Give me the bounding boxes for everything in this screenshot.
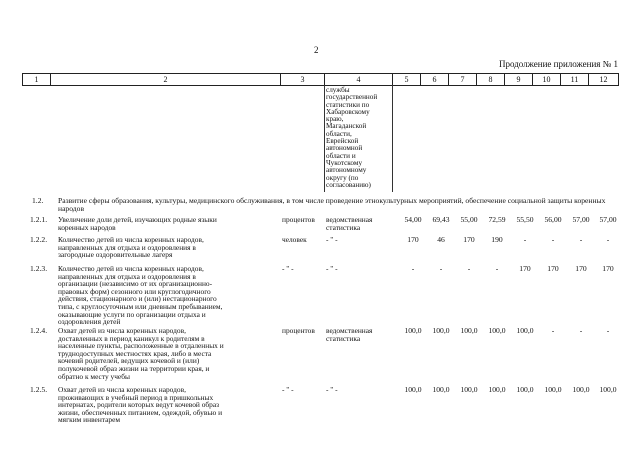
continued-source-line: статистики по: [326, 100, 370, 109]
description-line: проживающих в учебный период в пришкольных: [58, 392, 214, 402]
page-number: 2: [314, 45, 319, 55]
column-header-12: 12: [589, 74, 619, 86]
value-cell-col-5: 54,00: [404, 215, 422, 224]
row-number: 1.2.5.: [30, 385, 48, 394]
continued-source-line: области и: [326, 151, 356, 160]
row-unit: - " -: [282, 385, 294, 394]
continued-source-line: Еврейской: [326, 137, 359, 146]
value-cell-col-7: 55,00: [460, 215, 478, 224]
description-line: населенные пункты, расположенные в отдаленных и: [58, 341, 224, 351]
source-line: ведомственная: [326, 326, 373, 335]
continued-source-line: Магаданской: [326, 122, 367, 131]
source-line: - " -: [326, 264, 338, 273]
value-cell-col-10: -: [551, 235, 555, 244]
description-line: Количество детей из числа коренных народов,: [58, 235, 204, 244]
description-line: коренных народов: [58, 222, 116, 232]
value-cell-col-12: -: [606, 235, 610, 244]
box-left-border: [324, 85, 325, 192]
description-line: мягким инвентарем: [58, 415, 121, 425]
value-cell-col-6: 46: [437, 235, 445, 244]
value-cell-col-9: 100,0: [516, 326, 534, 335]
value-cell-col-6: 69,43: [432, 215, 450, 224]
value-cell-col-9: 55,50: [516, 215, 534, 224]
value-cell-col-11: -: [579, 235, 583, 244]
description-line: организации (независимо от их организационно-: [58, 279, 213, 289]
column-header-row: [23, 74, 619, 86]
row-source: [326, 386, 338, 394]
row-source: [326, 265, 338, 273]
column-header-7: 7: [449, 74, 477, 86]
source-line: статистика: [326, 222, 361, 232]
value-cell-col-7: 170: [463, 235, 475, 244]
description-line: правовых форм) сезонного или круглогодичного: [58, 286, 211, 296]
source-line: - " -: [326, 385, 338, 394]
column-header-5: 5: [393, 74, 421, 86]
section-title: Развитие сферы образования, культуры, медицинского обслуживания, в том числе проведение этнокультурных мероприятий, обеспечение социальной защиты коренных народов: [58, 196, 606, 213]
column-header-10: 10: [533, 74, 561, 86]
value-cell-col-11: -: [579, 326, 583, 335]
value-cell-col-12: 100,0: [599, 385, 617, 394]
row-number: 1.2.2.: [30, 235, 48, 244]
column-header-6: 6: [421, 74, 449, 86]
description-line: оказывающие услуги по организации отдыха и: [58, 309, 206, 319]
continued-source-line: государственной: [326, 93, 378, 102]
value-cell-col-8: 100,0: [488, 385, 506, 394]
value-cell-col-6: -: [439, 264, 443, 273]
description-line: направленных для отдыха и оздоровления в: [58, 242, 196, 252]
description-line: кочевий родителей, ведущих кочевой и (или): [58, 356, 200, 366]
row-description: [58, 216, 270, 231]
value-cell-col-12: 57,00: [599, 215, 617, 224]
source-line: - " -: [326, 235, 338, 244]
row-unit: процентов: [282, 326, 315, 335]
column-header-11: 11: [561, 74, 589, 86]
value-cell-col-7: 100,0: [460, 385, 478, 394]
value-cell-col-9: 100,0: [516, 385, 534, 394]
continued-source-line: округу (по: [326, 173, 359, 182]
value-cell-col-5: 170: [407, 235, 419, 244]
column-header-8: 8: [477, 74, 505, 86]
value-cell-col-10: 56,00: [544, 215, 562, 224]
value-cell-col-6: 100,0: [432, 385, 450, 394]
description-line: полукочевой образ жизни на территории края, и: [58, 363, 210, 373]
column-header-9: 9: [505, 74, 533, 86]
row-description: [58, 265, 270, 326]
description-line: направленных для отдыха и оздоровления в: [58, 271, 196, 281]
value-cell-col-11: 170: [575, 264, 587, 273]
description-line: загородные оздоровительные лагеря: [58, 250, 173, 260]
value-cell-col-8: 100,0: [488, 326, 506, 335]
continued-source-line: области,: [326, 129, 352, 138]
column-header-table: [22, 73, 619, 86]
section-number: 1.2.: [32, 196, 44, 205]
continued-source-cell: [326, 87, 394, 189]
continued-source-line: краю,: [326, 115, 344, 124]
value-cell-col-8: 190: [491, 235, 503, 244]
description-line: оздоровления детей: [58, 317, 121, 327]
row-source: [326, 327, 372, 342]
row-description: [58, 236, 270, 259]
continued-source-line: службы: [326, 86, 350, 94]
description-line: Количество детей из числа коренных народов,: [58, 264, 204, 273]
row-source: [326, 236, 338, 244]
description-line: типа, с круглосуточным или дневным пребыванием,: [58, 301, 223, 311]
continued-source-line: автономной: [326, 144, 363, 153]
value-cell-col-7: 100,0: [460, 326, 478, 335]
row-number: 1.2.4.: [30, 326, 48, 335]
value-cell-col-7: -: [467, 264, 471, 273]
row-description: [58, 327, 270, 380]
description-line: Охват детей из числа коренных народов,: [58, 385, 186, 394]
column-header-1: 1: [23, 74, 51, 86]
row-description: [58, 386, 270, 424]
value-cell-col-11: 57,00: [572, 215, 590, 224]
value-cell-col-12: 170: [602, 264, 614, 273]
description-line: действия, стационарного и (или) нестационарного: [58, 294, 217, 304]
continued-source-line: согласованию): [326, 180, 371, 189]
continued-source-line: автономному: [326, 166, 367, 175]
column-header-4: 4: [325, 74, 393, 86]
description-line: труднодоступных местностях края, либо в места: [58, 348, 212, 358]
value-cell-col-10: 100,0: [544, 385, 562, 394]
row-number: 1.2.3.: [30, 264, 48, 273]
description-line: доставленных в период каникул к родителям в: [58, 333, 205, 343]
value-cell-col-5: -: [411, 264, 415, 273]
value-cell-col-5: 100,0: [404, 326, 422, 335]
column-header-3: 3: [281, 74, 325, 86]
value-cell-col-10: -: [551, 326, 555, 335]
source-line: ведомственная: [326, 215, 373, 224]
continued-source-line: Хабаровскому: [326, 107, 370, 116]
value-cell-col-12: -: [606, 326, 610, 335]
value-cell-col-9: -: [523, 235, 527, 244]
continued-source-line: Чукотскому: [326, 158, 363, 167]
row-unit: - " -: [282, 264, 294, 273]
value-cell-col-5: 100,0: [404, 385, 422, 394]
value-cell-col-8: 72,59: [488, 215, 506, 224]
description-line: жизни, обеспеченных питанием, одеждой, обувью и: [58, 407, 223, 417]
value-cell-col-10: 170: [547, 264, 559, 273]
description-line: Охват детей из числа коренных народов,: [58, 326, 186, 335]
continuation-note: Продолжение приложения № 1: [498, 59, 618, 69]
value-cell-col-6: 100,0: [432, 326, 450, 335]
value-cell-col-8: -: [495, 264, 499, 273]
value-cell-col-11: 100,0: [572, 385, 590, 394]
row-unit: процентов: [282, 215, 315, 224]
source-line: статистика: [326, 333, 361, 343]
column-header-2: 2: [51, 74, 281, 86]
row-unit: человек: [282, 235, 307, 244]
description-line: Увеличение доли детей, изучающих родные языки: [58, 215, 217, 224]
value-cell-col-9: 170: [519, 264, 531, 273]
row-number: 1.2.1.: [30, 215, 48, 224]
row-source: [326, 216, 372, 231]
description-line: интернатах, родители которых ведут кочевой образ: [58, 400, 220, 410]
description-line: обратно к месту учебы: [58, 371, 130, 381]
